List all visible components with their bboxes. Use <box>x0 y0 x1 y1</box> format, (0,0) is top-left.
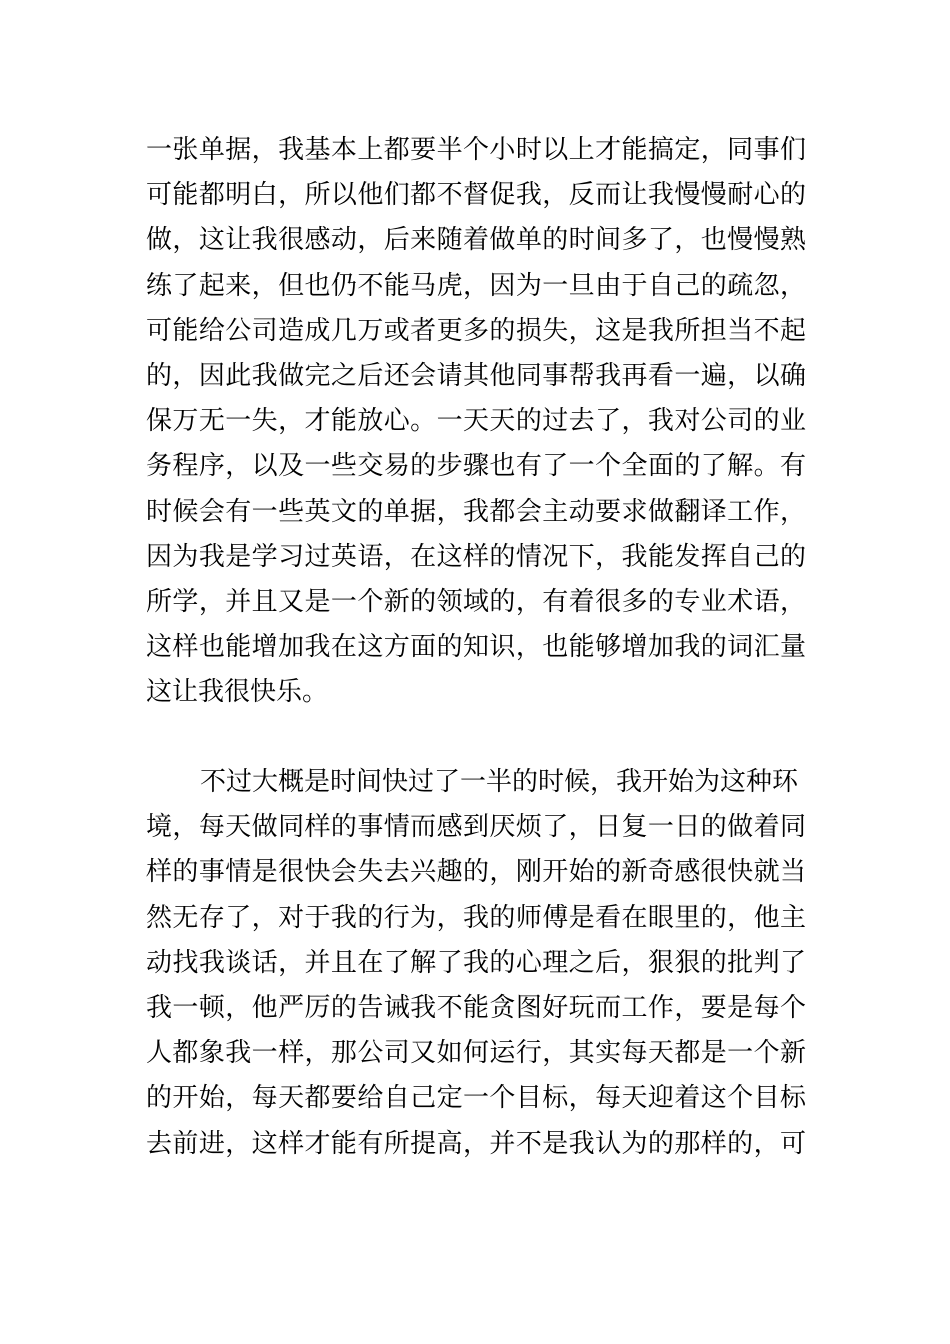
paragraph-line: 然无存了，对于我的行为，我的师傅是看在眼里的，他主 <box>146 902 806 933</box>
paragraph-line: 动找我谈话，并且在了解了我的心理之后，狠狠的批判了 <box>146 947 806 978</box>
paragraph-line: 因为我是学习过英语，在这样的情况下，我能发挥自己的 <box>146 541 806 572</box>
paragraph-line: 样的事情是很快会失去兴趣的，刚开始的新奇感很快就当 <box>146 857 806 888</box>
paragraph-line: 保万无一失，才能放心。一天天的过去了，我对公司的业 <box>146 406 806 437</box>
paragraph-line: 的，因此我做完之后还会请其他同事帮我再看一遍，以确 <box>146 360 806 391</box>
paragraph-line: 这样也能增加我在这方面的知识，也能够增加我的词汇量 <box>146 632 806 663</box>
paragraph-line: 我一顿，他严厉的告诫我不能贪图好玩而工作，要是每个 <box>146 992 806 1023</box>
paragraph-line: 这让我很快乐。 <box>146 677 329 708</box>
paragraph-line: 可能给公司造成几万或者更多的损失，这是我所担当不起 <box>146 315 806 346</box>
paragraph-line: 做，这让我很感动，后来随着做单的时间多了，也慢慢熟 <box>146 225 806 256</box>
paragraph-line: 的开始，每天都要给自己定一个目标，每天迎着这个目标 <box>146 1083 806 1114</box>
paragraph-2 <box>146 760 806 1167</box>
paragraph-line: 人都象我一样，那公司又如何运行，其实每天都是一个新 <box>146 1038 806 1069</box>
paragraph-line: 所学，并且又是一个新的领域的，有着很多的专业术语， <box>146 586 806 617</box>
paragraph-line: 一张单据，我基本上都要半个小时以上才能搞定，同事们 <box>146 135 806 165</box>
paragraph-line: 去前进，这样才能有所提高，并不是我认为的那样的，可 <box>146 1128 806 1159</box>
paragraph-line: 境，每天做同样的事情而感到厌烦了，日复一日的做着同 <box>146 812 806 843</box>
paragraph-line: 练了起来，但也仍不能马虎，因为一旦由于自己的疏忽， <box>146 270 806 301</box>
paragraph-line: 不过大概是时间快过了一半的时候，我开始为这种环 <box>200 767 799 797</box>
paragraph-1 <box>146 128 806 715</box>
paragraph-line: 务程序，以及一些交易的步骤也有了一个全面的了解。有 <box>146 451 806 482</box>
paragraph-line: 可能都明白，所以他们都不督促我，反而让我慢慢耐心的 <box>146 180 806 211</box>
paragraph-line: 时候会有一些英文的单据，我都会主动要求做翻译工作， <box>146 496 806 527</box>
